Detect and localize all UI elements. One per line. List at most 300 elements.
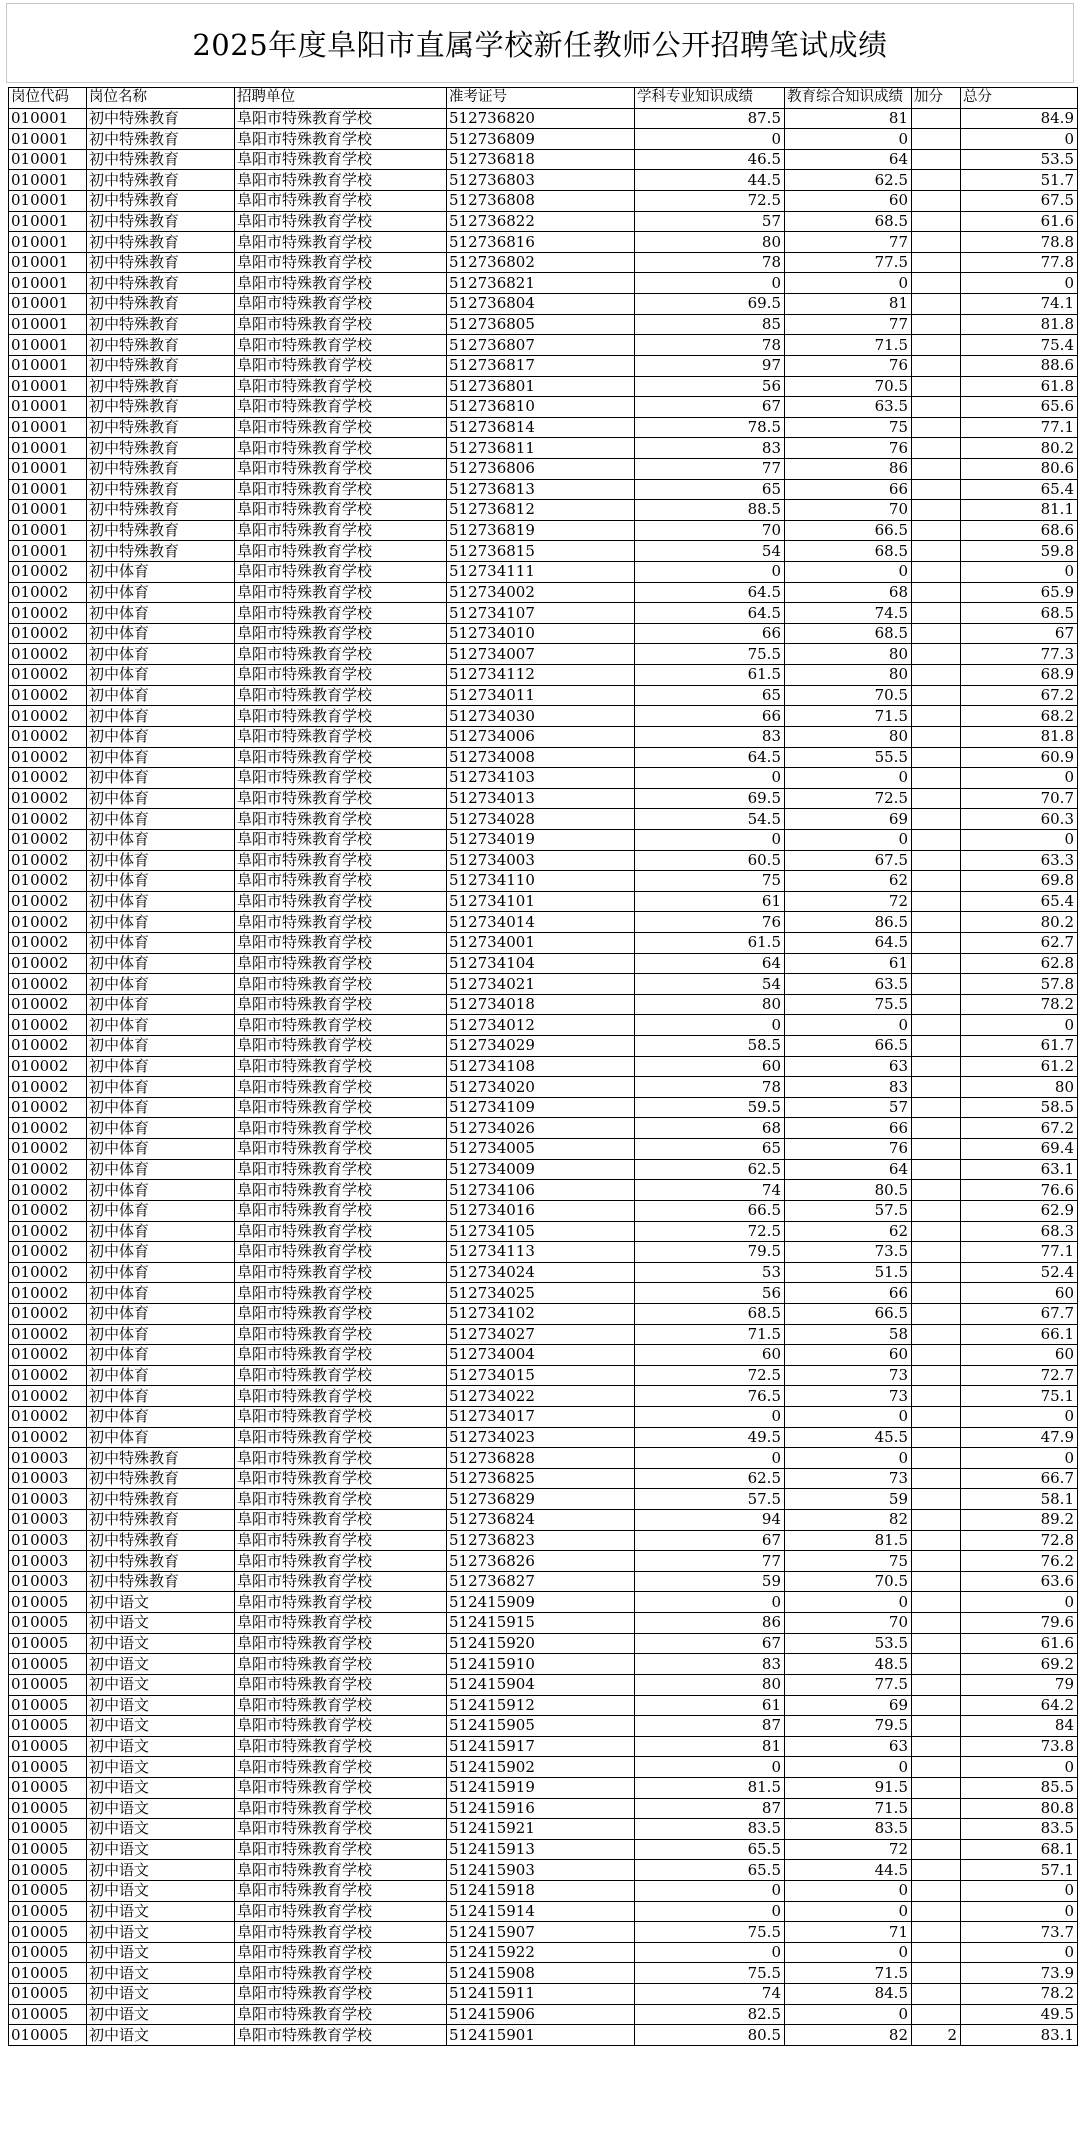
subject-score-cell: 72.5 bbox=[635, 191, 785, 212]
ticket-number-cell: 512734001 bbox=[447, 932, 635, 953]
total-score-cell: 68.3 bbox=[961, 1221, 1078, 1242]
employer-cell: 阜阳市特殊教育学校 bbox=[235, 994, 447, 1015]
table-row bbox=[9, 335, 1078, 356]
post-name-cell: 初中特殊教育 bbox=[87, 1448, 235, 1469]
total-score-cell: 68.2 bbox=[961, 706, 1078, 727]
table-row bbox=[9, 582, 1078, 603]
employer-cell: 阜阳市特殊教育学校 bbox=[235, 376, 447, 397]
total-score-cell: 65.6 bbox=[961, 397, 1078, 418]
table-row bbox=[9, 953, 1078, 974]
ticket-number-cell: 512736819 bbox=[447, 520, 635, 541]
education-score-cell: 62 bbox=[785, 871, 912, 892]
subject-score-cell: 53 bbox=[635, 1262, 785, 1283]
subject-score-cell: 58.5 bbox=[635, 1036, 785, 1057]
employer-cell: 阜阳市特殊教育学校 bbox=[235, 974, 447, 995]
education-score-cell: 63.5 bbox=[785, 397, 912, 418]
employer-cell: 阜阳市特殊教育学校 bbox=[235, 1571, 447, 1592]
education-score-cell: 73 bbox=[785, 1386, 912, 1407]
post-code-cell: 010001 bbox=[9, 438, 87, 459]
employer-cell: 阜阳市特殊教育学校 bbox=[235, 1922, 447, 1943]
ticket-number-cell: 512736826 bbox=[447, 1551, 635, 1572]
post-name-cell: 初中体育 bbox=[87, 1324, 235, 1345]
subject-score-cell: 76 bbox=[635, 912, 785, 933]
bonus-cell bbox=[912, 273, 961, 294]
ticket-number-cell: 512734016 bbox=[447, 1200, 635, 1221]
ticket-number-cell: 512734015 bbox=[447, 1365, 635, 1386]
bonus-cell bbox=[912, 1365, 961, 1386]
table-row bbox=[9, 1118, 1078, 1139]
total-score-cell: 84 bbox=[961, 1716, 1078, 1737]
subject-score-cell: 85 bbox=[635, 314, 785, 335]
table-row bbox=[9, 1056, 1078, 1077]
table-row bbox=[9, 1510, 1078, 1531]
employer-cell: 阜阳市特殊教育学校 bbox=[235, 397, 447, 418]
education-score-cell: 76 bbox=[785, 1139, 912, 1160]
employer-cell: 阜阳市特殊教育学校 bbox=[235, 1262, 447, 1283]
post-name-cell: 初中体育 bbox=[87, 1386, 235, 1407]
employer-cell: 阜阳市特殊教育学校 bbox=[235, 644, 447, 665]
ticket-number-cell: 512736810 bbox=[447, 397, 635, 418]
education-score-cell: 68.5 bbox=[785, 211, 912, 232]
post-code-cell: 010001 bbox=[9, 500, 87, 521]
total-score-cell: 0 bbox=[961, 1757, 1078, 1778]
post-name-cell: 初中体育 bbox=[87, 685, 235, 706]
education-score-cell: 73 bbox=[785, 1468, 912, 1489]
header-post-code: 岗位代码 bbox=[9, 88, 87, 109]
bonus-cell bbox=[912, 1984, 961, 2005]
post-name-cell: 初中语文 bbox=[87, 1819, 235, 1840]
table-row bbox=[9, 1530, 1078, 1551]
post-code-cell: 010002 bbox=[9, 623, 87, 644]
post-code-cell: 010002 bbox=[9, 1324, 87, 1345]
table-row bbox=[9, 232, 1078, 253]
subject-score-cell: 87 bbox=[635, 1798, 785, 1819]
bonus-cell bbox=[912, 541, 961, 562]
subject-score-cell: 82.5 bbox=[635, 2004, 785, 2025]
ticket-number-cell: 512734030 bbox=[447, 706, 635, 727]
post-name-cell: 初中体育 bbox=[87, 1345, 235, 1366]
subject-score-cell: 69.5 bbox=[635, 294, 785, 315]
table-row bbox=[9, 1448, 1078, 1469]
employer-cell: 阜阳市特殊教育学校 bbox=[235, 170, 447, 191]
total-score-cell: 83.5 bbox=[961, 1819, 1078, 1840]
employer-cell: 阜阳市特殊教育学校 bbox=[235, 1695, 447, 1716]
employer-cell: 阜阳市特殊教育学校 bbox=[235, 149, 447, 170]
education-score-cell: 0 bbox=[785, 1757, 912, 1778]
header-employer: 招聘单位 bbox=[235, 88, 447, 109]
total-score-cell: 83.1 bbox=[961, 2025, 1078, 2046]
post-name-cell: 初中体育 bbox=[87, 1200, 235, 1221]
post-name-cell: 初中体育 bbox=[87, 994, 235, 1015]
education-score-cell: 81.5 bbox=[785, 1530, 912, 1551]
subject-score-cell: 65 bbox=[635, 1139, 785, 1160]
post-name-cell: 初中特殊教育 bbox=[87, 1551, 235, 1572]
employer-cell: 阜阳市特殊教育学校 bbox=[235, 1716, 447, 1737]
subject-score-cell: 76.5 bbox=[635, 1386, 785, 1407]
bonus-cell bbox=[912, 1036, 961, 1057]
table-row bbox=[9, 1283, 1078, 1304]
total-score-cell: 0 bbox=[961, 1901, 1078, 1922]
subject-score-cell: 0 bbox=[635, 1881, 785, 1902]
post-code-cell: 010005 bbox=[9, 1922, 87, 1943]
table-row bbox=[9, 1592, 1078, 1613]
employer-cell: 阜阳市特殊教育学校 bbox=[235, 582, 447, 603]
education-score-cell: 72 bbox=[785, 1839, 912, 1860]
subject-score-cell: 65 bbox=[635, 479, 785, 500]
education-score-cell: 0 bbox=[785, 1407, 912, 1428]
table-row bbox=[9, 1345, 1078, 1366]
education-score-cell: 77.5 bbox=[785, 1674, 912, 1695]
employer-cell: 阜阳市特殊教育学校 bbox=[235, 562, 447, 583]
employer-cell: 阜阳市特殊教育学校 bbox=[235, 1510, 447, 1531]
education-score-cell: 71.5 bbox=[785, 335, 912, 356]
education-score-cell: 62 bbox=[785, 1221, 912, 1242]
post-code-cell: 010002 bbox=[9, 747, 87, 768]
bonus-cell bbox=[912, 108, 961, 129]
education-score-cell: 77.5 bbox=[785, 252, 912, 273]
total-score-cell: 73.7 bbox=[961, 1922, 1078, 1943]
total-score-cell: 61.6 bbox=[961, 211, 1078, 232]
subject-score-cell: 56 bbox=[635, 1283, 785, 1304]
post-name-cell: 初中特殊教育 bbox=[87, 335, 235, 356]
post-code-cell: 010002 bbox=[9, 891, 87, 912]
education-score-cell: 63 bbox=[785, 1736, 912, 1757]
education-score-cell: 80.5 bbox=[785, 1180, 912, 1201]
employer-cell: 阜阳市特殊教育学校 bbox=[235, 1984, 447, 2005]
ticket-number-cell: 512415918 bbox=[447, 1881, 635, 1902]
table-row bbox=[9, 1159, 1078, 1180]
subject-score-cell: 78 bbox=[635, 335, 785, 356]
post-code-cell: 010001 bbox=[9, 520, 87, 541]
education-score-cell: 75.5 bbox=[785, 994, 912, 1015]
total-score-cell: 57.8 bbox=[961, 974, 1078, 995]
bonus-cell bbox=[912, 1530, 961, 1551]
post-code-cell: 010002 bbox=[9, 1180, 87, 1201]
total-score-cell: 78.2 bbox=[961, 994, 1078, 1015]
total-score-cell: 80.2 bbox=[961, 438, 1078, 459]
employer-cell: 阜阳市特殊教育学校 bbox=[235, 1777, 447, 1798]
total-score-cell: 84.9 bbox=[961, 108, 1078, 129]
ticket-number-cell: 512734112 bbox=[447, 665, 635, 686]
table-row bbox=[9, 1736, 1078, 1757]
ticket-number-cell: 512736806 bbox=[447, 458, 635, 479]
table-row bbox=[9, 1097, 1078, 1118]
total-score-cell: 68.9 bbox=[961, 665, 1078, 686]
ticket-number-cell: 512736825 bbox=[447, 1468, 635, 1489]
employer-cell: 阜阳市特殊教育学校 bbox=[235, 211, 447, 232]
header-education-score: 教育综合知识成绩 bbox=[785, 88, 912, 109]
employer-cell: 阜阳市特殊教育学校 bbox=[235, 1489, 447, 1510]
education-score-cell: 82 bbox=[785, 1510, 912, 1531]
subject-score-cell: 0 bbox=[635, 1448, 785, 1469]
table-row bbox=[9, 2004, 1078, 2025]
subject-score-cell: 68 bbox=[635, 1118, 785, 1139]
employer-cell: 阜阳市特殊教育学校 bbox=[235, 788, 447, 809]
subject-score-cell: 78 bbox=[635, 1077, 785, 1098]
subject-score-cell: 66 bbox=[635, 623, 785, 644]
ticket-number-cell: 512734110 bbox=[447, 871, 635, 892]
ticket-number-cell: 512734011 bbox=[447, 685, 635, 706]
education-score-cell: 0 bbox=[785, 768, 912, 789]
education-score-cell: 71.5 bbox=[785, 706, 912, 727]
total-score-cell: 63.1 bbox=[961, 1159, 1078, 1180]
table-row bbox=[9, 1489, 1078, 1510]
education-score-cell: 66.5 bbox=[785, 1036, 912, 1057]
education-score-cell: 48.5 bbox=[785, 1654, 912, 1675]
table-row bbox=[9, 1180, 1078, 1201]
post-code-cell: 010003 bbox=[9, 1551, 87, 1572]
ticket-number-cell: 512734002 bbox=[447, 582, 635, 603]
education-score-cell: 0 bbox=[785, 1015, 912, 1036]
subject-score-cell: 61 bbox=[635, 1695, 785, 1716]
ticket-number-cell: 512734010 bbox=[447, 623, 635, 644]
subject-score-cell: 44.5 bbox=[635, 170, 785, 191]
post-code-cell: 010003 bbox=[9, 1448, 87, 1469]
table-row bbox=[9, 706, 1078, 727]
post-name-cell: 初中体育 bbox=[87, 1427, 235, 1448]
ticket-number-cell: 512736828 bbox=[447, 1448, 635, 1469]
subject-score-cell: 87.5 bbox=[635, 108, 785, 129]
employer-cell: 阜阳市特殊教育学校 bbox=[235, 1592, 447, 1613]
table-row bbox=[9, 191, 1078, 212]
post-code-cell: 010002 bbox=[9, 1056, 87, 1077]
post-code-cell: 010002 bbox=[9, 994, 87, 1015]
bonus-cell bbox=[912, 1200, 961, 1221]
post-code-cell: 010005 bbox=[9, 1963, 87, 1984]
post-code-cell: 010002 bbox=[9, 1303, 87, 1324]
table-row bbox=[9, 912, 1078, 933]
employer-cell: 阜阳市特殊教育学校 bbox=[235, 520, 447, 541]
total-score-cell: 61.6 bbox=[961, 1633, 1078, 1654]
employer-cell: 阜阳市特殊教育学校 bbox=[235, 438, 447, 459]
employer-cell: 阜阳市特殊教育学校 bbox=[235, 1365, 447, 1386]
bonus-cell bbox=[912, 809, 961, 830]
subject-score-cell: 66.5 bbox=[635, 1200, 785, 1221]
bonus-cell bbox=[912, 1015, 961, 1036]
employer-cell: 阜阳市特殊教育学校 bbox=[235, 108, 447, 129]
post-name-cell: 初中体育 bbox=[87, 1077, 235, 1098]
subject-score-cell: 97 bbox=[635, 355, 785, 376]
post-code-cell: 010002 bbox=[9, 685, 87, 706]
bonus-cell bbox=[912, 294, 961, 315]
ticket-number-cell: 512415911 bbox=[447, 1984, 635, 2005]
table-row bbox=[9, 829, 1078, 850]
total-score-cell: 59.8 bbox=[961, 541, 1078, 562]
employer-cell: 阜阳市特殊教育学校 bbox=[235, 953, 447, 974]
post-name-cell: 初中语文 bbox=[87, 1613, 235, 1634]
employer-cell: 阜阳市特殊教育学校 bbox=[235, 1242, 447, 1263]
post-name-cell: 初中特殊教育 bbox=[87, 355, 235, 376]
employer-cell: 阜阳市特殊教育学校 bbox=[235, 1468, 447, 1489]
ticket-number-cell: 512415907 bbox=[447, 1922, 635, 1943]
post-code-cell: 010005 bbox=[9, 1716, 87, 1737]
table-row bbox=[9, 726, 1078, 747]
post-code-cell: 010002 bbox=[9, 1097, 87, 1118]
table-row bbox=[9, 850, 1078, 871]
ticket-number-cell: 512734024 bbox=[447, 1262, 635, 1283]
post-name-cell: 初中体育 bbox=[87, 1303, 235, 1324]
employer-cell: 阜阳市特殊教育学校 bbox=[235, 458, 447, 479]
employer-cell: 阜阳市特殊教育学校 bbox=[235, 850, 447, 871]
post-name-cell: 初中体育 bbox=[87, 1097, 235, 1118]
total-score-cell: 79.6 bbox=[961, 1613, 1078, 1634]
total-score-cell: 73.9 bbox=[961, 1963, 1078, 1984]
employer-cell: 阜阳市特殊教育学校 bbox=[235, 1303, 447, 1324]
education-score-cell: 66 bbox=[785, 479, 912, 500]
table-row bbox=[9, 397, 1078, 418]
post-name-cell: 初中体育 bbox=[87, 1283, 235, 1304]
bonus-cell bbox=[912, 1674, 961, 1695]
post-name-cell: 初中体育 bbox=[87, 1056, 235, 1077]
post-name-cell: 初中体育 bbox=[87, 788, 235, 809]
table-row bbox=[9, 1468, 1078, 1489]
ticket-number-cell: 512734003 bbox=[447, 850, 635, 871]
ticket-number-cell: 512734027 bbox=[447, 1324, 635, 1345]
subject-score-cell: 66 bbox=[635, 706, 785, 727]
education-score-cell: 0 bbox=[785, 1881, 912, 1902]
bonus-cell bbox=[912, 912, 961, 933]
ticket-number-cell: 512734013 bbox=[447, 788, 635, 809]
post-code-cell: 010001 bbox=[9, 129, 87, 150]
total-score-cell: 69.2 bbox=[961, 1654, 1078, 1675]
subject-score-cell: 74 bbox=[635, 1984, 785, 2005]
post-name-cell: 初中语文 bbox=[87, 1984, 235, 2005]
post-code-cell: 010002 bbox=[9, 726, 87, 747]
table-row bbox=[9, 438, 1078, 459]
table-row bbox=[9, 1015, 1078, 1036]
post-code-cell: 010001 bbox=[9, 108, 87, 129]
total-score-cell: 0 bbox=[961, 1942, 1078, 1963]
total-score-cell: 60 bbox=[961, 1283, 1078, 1304]
ticket-number-cell: 512736802 bbox=[447, 252, 635, 273]
post-name-cell: 初中语文 bbox=[87, 1963, 235, 1984]
subject-score-cell: 78.5 bbox=[635, 417, 785, 438]
subject-score-cell: 61.5 bbox=[635, 932, 785, 953]
bonus-cell bbox=[912, 500, 961, 521]
subject-score-cell: 72.5 bbox=[635, 1365, 785, 1386]
table-row bbox=[9, 1695, 1078, 1716]
table-row bbox=[9, 1200, 1078, 1221]
post-name-cell: 初中体育 bbox=[87, 603, 235, 624]
table-row bbox=[9, 1613, 1078, 1634]
post-name-cell: 初中语文 bbox=[87, 1592, 235, 1613]
post-code-cell: 010002 bbox=[9, 644, 87, 665]
bonus-cell bbox=[912, 1489, 961, 1510]
employer-cell: 阜阳市特殊教育学校 bbox=[235, 706, 447, 727]
education-score-cell: 80 bbox=[785, 726, 912, 747]
ticket-number-cell: 512736820 bbox=[447, 108, 635, 129]
employer-cell: 阜阳市特殊教育学校 bbox=[235, 685, 447, 706]
post-name-cell: 初中体育 bbox=[87, 1242, 235, 1263]
total-score-cell: 66.1 bbox=[961, 1324, 1078, 1345]
bonus-cell bbox=[912, 1097, 961, 1118]
subject-score-cell: 0 bbox=[635, 1757, 785, 1778]
bonus-cell bbox=[912, 458, 961, 479]
subject-score-cell: 71.5 bbox=[635, 1324, 785, 1345]
post-name-cell: 初中体育 bbox=[87, 644, 235, 665]
total-score-cell: 73.8 bbox=[961, 1736, 1078, 1757]
post-code-cell: 010001 bbox=[9, 314, 87, 335]
bonus-cell bbox=[912, 953, 961, 974]
education-score-cell: 76 bbox=[785, 438, 912, 459]
total-score-cell: 80.6 bbox=[961, 458, 1078, 479]
ticket-number-cell: 512734021 bbox=[447, 974, 635, 995]
subject-score-cell: 80.5 bbox=[635, 2025, 785, 2046]
employer-cell: 阜阳市特殊教育学校 bbox=[235, 1015, 447, 1036]
post-code-cell: 010003 bbox=[9, 1468, 87, 1489]
bonus-cell bbox=[912, 1571, 961, 1592]
education-score-cell: 0 bbox=[785, 1592, 912, 1613]
post-code-cell: 010002 bbox=[9, 1221, 87, 1242]
education-score-cell: 86 bbox=[785, 458, 912, 479]
education-score-cell: 83 bbox=[785, 1077, 912, 1098]
post-code-cell: 010002 bbox=[9, 665, 87, 686]
table-row bbox=[9, 273, 1078, 294]
subject-score-cell: 59.5 bbox=[635, 1097, 785, 1118]
post-code-cell: 010005 bbox=[9, 2004, 87, 2025]
bonus-cell bbox=[912, 562, 961, 583]
bonus-cell bbox=[912, 1695, 961, 1716]
bonus-cell bbox=[912, 974, 961, 995]
subject-score-cell: 62.5 bbox=[635, 1159, 785, 1180]
post-name-cell: 初中特殊教育 bbox=[87, 1571, 235, 1592]
post-code-cell: 010005 bbox=[9, 1777, 87, 1798]
table-row bbox=[9, 1922, 1078, 1943]
bonus-cell bbox=[912, 211, 961, 232]
post-name-cell: 初中体育 bbox=[87, 1407, 235, 1428]
table-row bbox=[9, 458, 1078, 479]
ticket-number-cell: 512736803 bbox=[447, 170, 635, 191]
total-score-cell: 68.5 bbox=[961, 603, 1078, 624]
total-score-cell: 47.9 bbox=[961, 1427, 1078, 1448]
table-row bbox=[9, 479, 1078, 500]
employer-cell: 阜阳市特殊教育学校 bbox=[235, 129, 447, 150]
bonus-cell bbox=[912, 871, 961, 892]
post-name-cell: 初中体育 bbox=[87, 1221, 235, 1242]
ticket-number-cell: 512734105 bbox=[447, 1221, 635, 1242]
post-name-cell: 初中体育 bbox=[87, 850, 235, 871]
post-code-cell: 010005 bbox=[9, 1798, 87, 1819]
bonus-cell bbox=[912, 1736, 961, 1757]
total-score-cell: 0 bbox=[961, 273, 1078, 294]
post-code-cell: 010005 bbox=[9, 1695, 87, 1716]
subject-score-cell: 65.5 bbox=[635, 1860, 785, 1881]
bonus-cell bbox=[912, 1448, 961, 1469]
employer-cell: 阜阳市特殊教育学校 bbox=[235, 1077, 447, 1098]
subject-score-cell: 64.5 bbox=[635, 603, 785, 624]
post-code-cell: 010002 bbox=[9, 1427, 87, 1448]
subject-score-cell: 54.5 bbox=[635, 809, 785, 830]
ticket-number-cell: 512415914 bbox=[447, 1901, 635, 1922]
post-code-cell: 010001 bbox=[9, 417, 87, 438]
subject-score-cell: 0 bbox=[635, 829, 785, 850]
subject-score-cell: 94 bbox=[635, 1510, 785, 1531]
post-code-cell: 010001 bbox=[9, 149, 87, 170]
header-bonus: 加分 bbox=[912, 88, 961, 109]
post-code-cell: 010002 bbox=[9, 1407, 87, 1428]
bonus-cell bbox=[912, 1860, 961, 1881]
bonus-cell bbox=[912, 335, 961, 356]
education-score-cell: 60 bbox=[785, 1345, 912, 1366]
total-score-cell: 53.5 bbox=[961, 149, 1078, 170]
post-code-cell: 010002 bbox=[9, 871, 87, 892]
post-name-cell: 初中语文 bbox=[87, 1942, 235, 1963]
bonus-cell bbox=[912, 891, 961, 912]
post-name-cell: 初中体育 bbox=[87, 932, 235, 953]
post-name-cell: 初中特殊教育 bbox=[87, 149, 235, 170]
ticket-number-cell: 512415919 bbox=[447, 1777, 635, 1798]
total-score-cell: 65.4 bbox=[961, 479, 1078, 500]
